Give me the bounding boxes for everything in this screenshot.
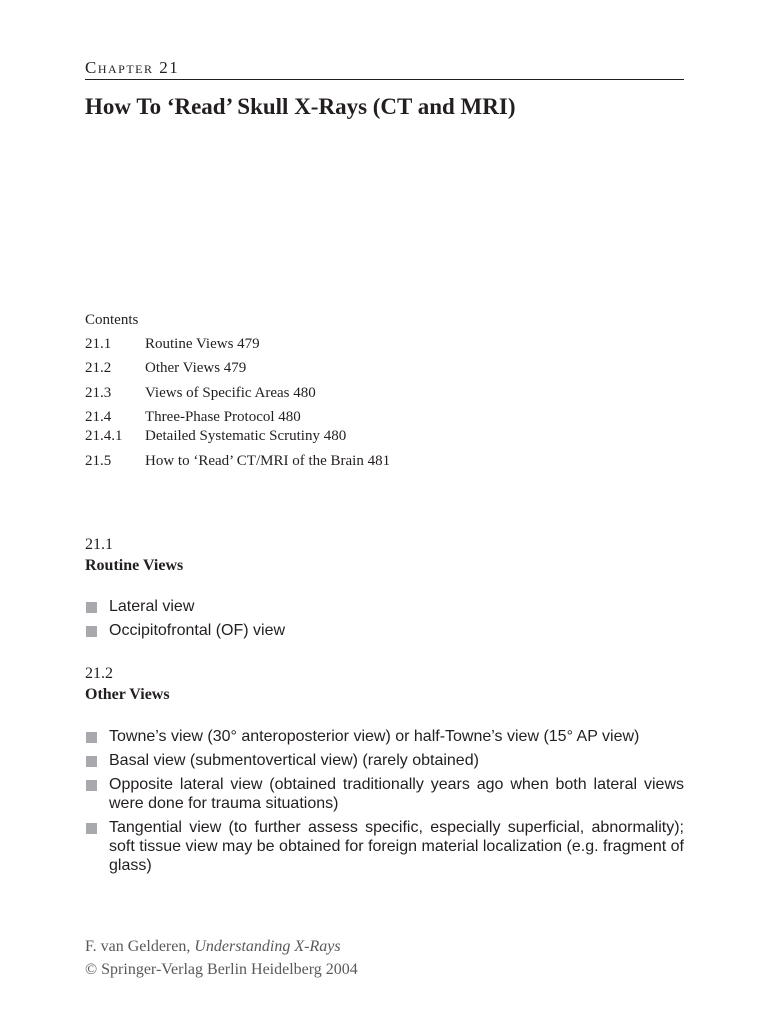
list-item — [85, 751, 684, 770]
list-item-text: Towne’s view (30° anteroposterior view) or half-Towne’s view (15° AP view) — [109, 728, 640, 745]
list-item-text: Occipitofrontal (OF) view — [109, 622, 286, 639]
toc-item-title: Three-Phase Protocol 480 — [145, 409, 301, 425]
chapter-rule — [85, 79, 684, 80]
chapter-label: Chapter 21 — [85, 58, 180, 77]
square-bullet-icon — [86, 756, 97, 767]
toc-item-title: How to ‘Read’ CT/MRI of the Brain 481 — [145, 453, 391, 469]
list-item-text: Basal view (submentovertical view) (rarely obtained) — [109, 752, 479, 769]
toc-item-number: 21.5 — [85, 453, 112, 469]
list-item-text: Tangential view (to further assess specific, especially superficial, abnormality); soft tissue view may be obtained for foreign material localization (e.g. fragment of glass) — [109, 819, 684, 874]
toc-item-title: Detailed Systematic Scrutiny 480 — [145, 428, 347, 444]
section-number: 21.1 — [85, 536, 113, 553]
square-bullet-icon — [86, 602, 97, 613]
footer-book-title: Understanding X-Rays — [194, 938, 341, 955]
section-title: Other Views — [85, 686, 170, 703]
toc-item-title: Views of Specific Areas 480 — [145, 385, 316, 401]
bullet-list — [85, 597, 684, 645]
toc-item-number: 21.3 — [85, 385, 112, 401]
list-item — [85, 621, 684, 640]
square-bullet-icon — [86, 780, 97, 791]
toc-item-number: 21.1 — [85, 336, 112, 352]
list-item — [85, 597, 684, 616]
chapter-title: How To ‘Read’ Skull X-Rays (CT and MRI) — [85, 94, 516, 119]
list-item — [85, 727, 684, 746]
footer-author: F. van Gelderen, — [85, 938, 195, 955]
toc-item-number: 21.4.1 — [85, 428, 123, 444]
toc-item-title: Routine Views 479 — [145, 336, 260, 352]
list-item-text: Opposite lateral view (obtained traditionally years ago when both lateral views were done for trauma situations) — [109, 776, 684, 812]
square-bullet-icon — [86, 732, 97, 743]
bullet-list — [85, 727, 684, 880]
list-item — [85, 818, 684, 875]
citation-line — [85, 935, 358, 958]
toc-item-number: 21.4 — [85, 409, 112, 425]
copyright-line: © Springer-Verlag Berlin Heidelberg 2004 — [85, 961, 358, 978]
section-number: 21.2 — [85, 665, 113, 682]
square-bullet-icon — [86, 626, 97, 637]
list-item — [85, 775, 684, 813]
contents-heading: Contents — [85, 312, 139, 328]
toc-item-title: Other Views 479 — [145, 360, 247, 376]
toc-item-number: 21.2 — [85, 360, 112, 376]
section-title: Routine Views — [85, 557, 184, 574]
square-bullet-icon — [86, 823, 97, 834]
list-item-text: Lateral view — [109, 598, 195, 615]
page-footer — [85, 935, 358, 981]
